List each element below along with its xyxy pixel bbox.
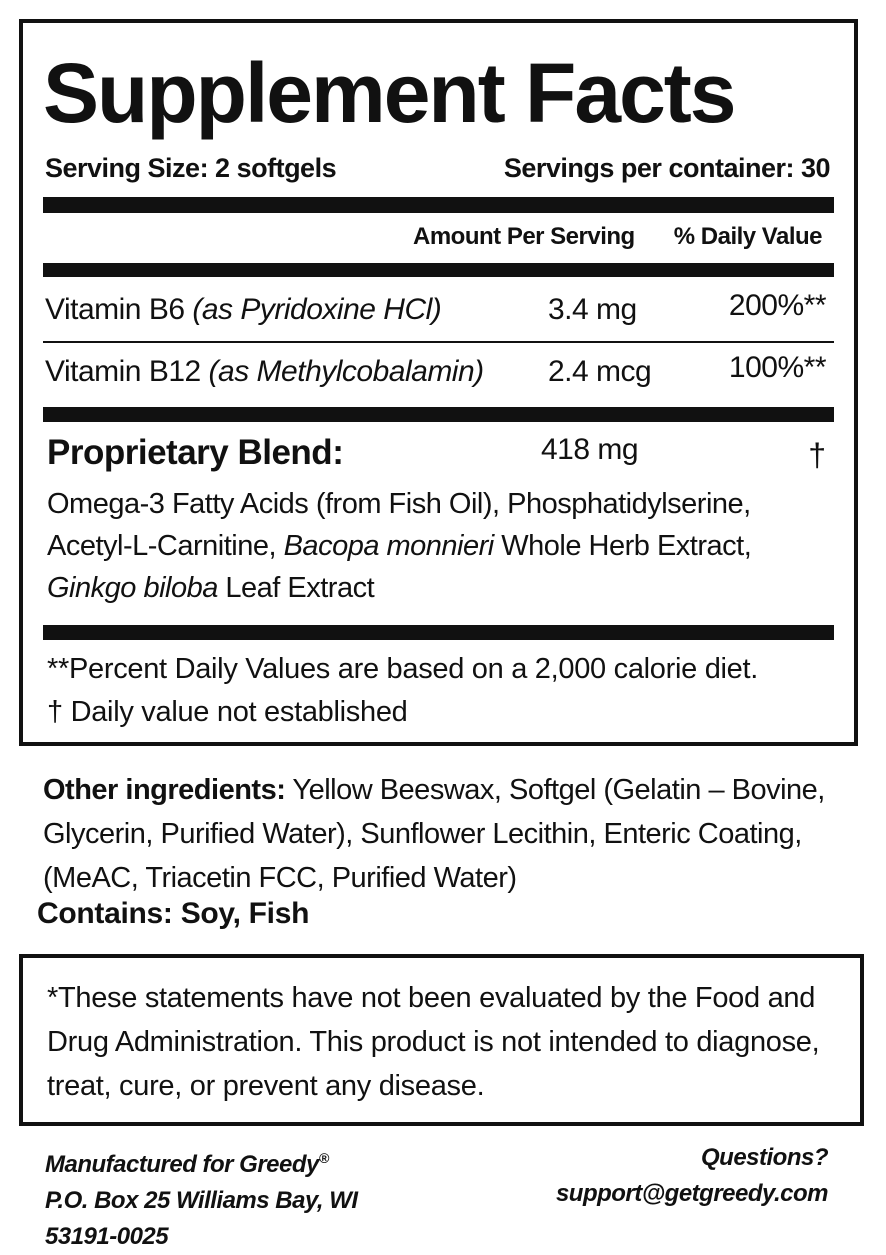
servings-per-container: Servings per container: 30 — [503, 153, 830, 183]
thick-rule — [43, 407, 834, 422]
proprietary-blend-label: Proprietary Blend: — [47, 433, 344, 472]
fda-disclaimer: *These statements have not been evaluated by the Food and Drug Administration. This product is not intended to diagnose, treat, cure, or prevent any disease. — [47, 982, 820, 1102]
allergen-statement: Contains: Soy, Fish — [37, 897, 310, 930]
blend-ingredients: Omega-3 Fatty Acids (from Fish Oil), Phosphatidylserine, Acetyl-L-Carnitine, Bacopa monnieri Whole Herb Extract, Ginkgo biloba Leaf Extract — [47, 488, 752, 604]
serving-size: Serving Size: 2 softgels — [45, 153, 337, 183]
nutrient-name: Vitamin B12 (as Methylcobalamin) — [45, 355, 484, 388]
daily-value-footnote: **Percent Daily Values are based on a 2,000 calorie diet. — [47, 653, 759, 685]
header-amount-per-serving: Amount Per Serving — [413, 223, 635, 250]
nutrient-amount: 3.4 mg — [548, 293, 637, 326]
dagger-footnote: † Daily value not established — [47, 696, 408, 728]
proprietary-blend-amount: 418 mg — [541, 433, 639, 466]
thick-rule — [43, 625, 834, 640]
support-email-link[interactable]: support@getgreedy.com — [555, 1180, 828, 1207]
nutrient-name: Vitamin B6 (as Pyridoxine HCl) — [45, 293, 442, 326]
header-daily-value: % Daily Value — [673, 223, 822, 250]
contact-info: Questions? support@getgreedy.com — [556, 1140, 828, 1212]
nutrient-daily-value: 100%** — [728, 351, 826, 384]
manufacturer-info: Manufactured for Greedy® P.O. Box 25 Williams Bay, WI 53191-0025 — [45, 1150, 358, 1250]
row-divider — [43, 341, 834, 343]
nutrient-amount: 2.4 mcg — [548, 355, 652, 388]
nutrient-daily-value: 200%** — [728, 289, 826, 322]
proprietary-blend-daily-value: † — [808, 437, 826, 473]
panel-title: Supplement Facts — [43, 46, 735, 140]
medium-rule — [43, 263, 834, 277]
thick-rule — [43, 197, 834, 213]
supplement-facts-panel — [19, 19, 858, 746]
fda-disclaimer-box — [19, 954, 864, 1126]
other-ingredients: Other ingredients: Yellow Beeswax, Softgel (Gelatin – Bovine, Glycerin, Purified Water), Sunflower Lecithin, Enteric Coating, (MeAC, Triacetin FCC, Purified Water) — [43, 774, 825, 894]
